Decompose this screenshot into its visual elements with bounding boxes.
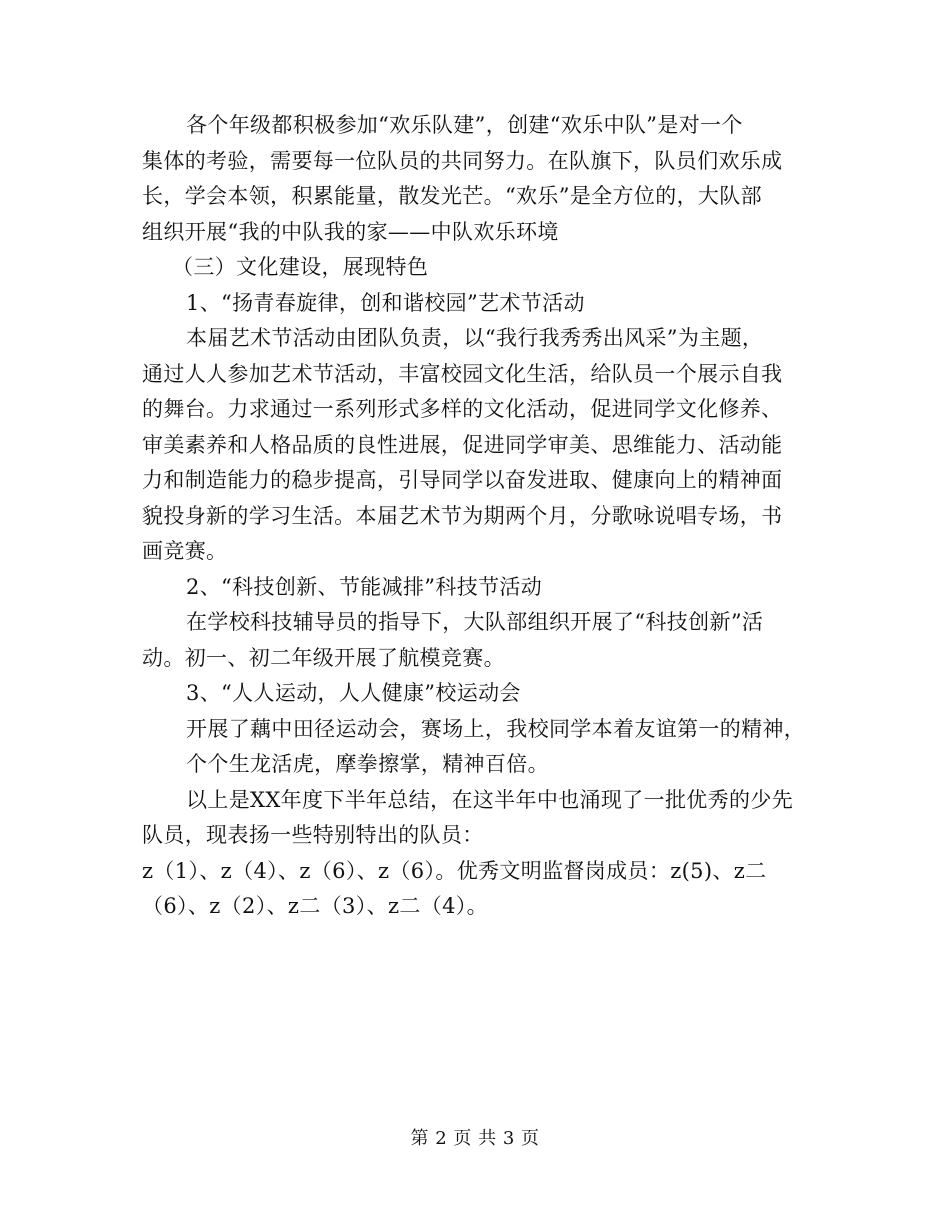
document-body (142, 108, 808, 925)
paragraph-line: 力和制造能力的稳步提高，引导同学以奋发进取、健康向上的精神面 (142, 468, 783, 492)
paragraph-line: 画竞赛。 (142, 539, 228, 563)
paragraph-line: 各个年级都积极参加“欢乐队建”，创建“欢乐中队”是对一个 (186, 113, 743, 137)
paragraph-line: 开展了藕中田径运动会，赛场上，我校同学本着友谊第一的精神， (186, 716, 806, 741)
paragraph-line: 在学校科技辅导员的指导下，大队部组织开展了“科技创新”活 (186, 610, 764, 634)
paragraph-line: z（1）、z（4）、z（6）、z（6）。优秀文明监督岗成员：z(5)、z二 (142, 858, 767, 883)
subsection-heading: 2、“科技创新、节能减排”科技节活动 (186, 574, 543, 599)
paragraph-line: （6）、z（2）、z二（3）、z二（4）。 (142, 894, 488, 918)
paragraph-line: 动。初一、初二年级开展了航模竞赛。 (142, 645, 505, 670)
subsection-heading: 3、“人人运动，人人健康”校运动会 (186, 681, 521, 705)
paragraph-line: 队员，现表扬一些特别特出的队员： (142, 823, 484, 847)
paragraph-line: 个个生龙活虎，摩拳擦掌，精神百倍。 (186, 752, 549, 776)
paragraph-line: 貌投身新的学习生活。本届艺术节为期两个月，分歌咏说唱专场，书 (142, 503, 783, 528)
paragraph-line: 以上是XX年度下半年总结，在这半年中也涌现了一批优秀的少先 (186, 787, 794, 812)
paragraph-line: 组织开展“我的中队我的家——中队欢乐环境 (142, 219, 559, 244)
paragraph-line: 通过人人参加艺术节活动，丰富校园文化生活，给队员一个展示自我 (142, 361, 783, 386)
subsection-heading: 1、“扬青春旋律，创和谐校园”艺术节活动 (186, 290, 585, 315)
paragraph-line: 的舞台。力求通过一系列形式多样的文化活动，促进同学文化修养、 (142, 397, 783, 421)
page-number-footer: 第 2 页 共 3 页 (410, 1128, 540, 1149)
paragraph-line: 集体的考验，需要每一位队员的共同努力。在队旗下，队员们欢乐成 (142, 148, 783, 173)
paragraph-line: 本届艺术节活动由团队负责，以“我行我秀秀出风采”为主题， (186, 326, 764, 350)
paragraph-line: 审美素养和人格品质的良性进展，促进同学审美、思维能力、活动能 (142, 432, 783, 457)
section-heading: （三）文化建设，展现特色 (172, 255, 429, 279)
paragraph-line: 长，学会本领，积累能量，散发光芒。“欢乐”是全方位的，大队部 (142, 184, 762, 208)
